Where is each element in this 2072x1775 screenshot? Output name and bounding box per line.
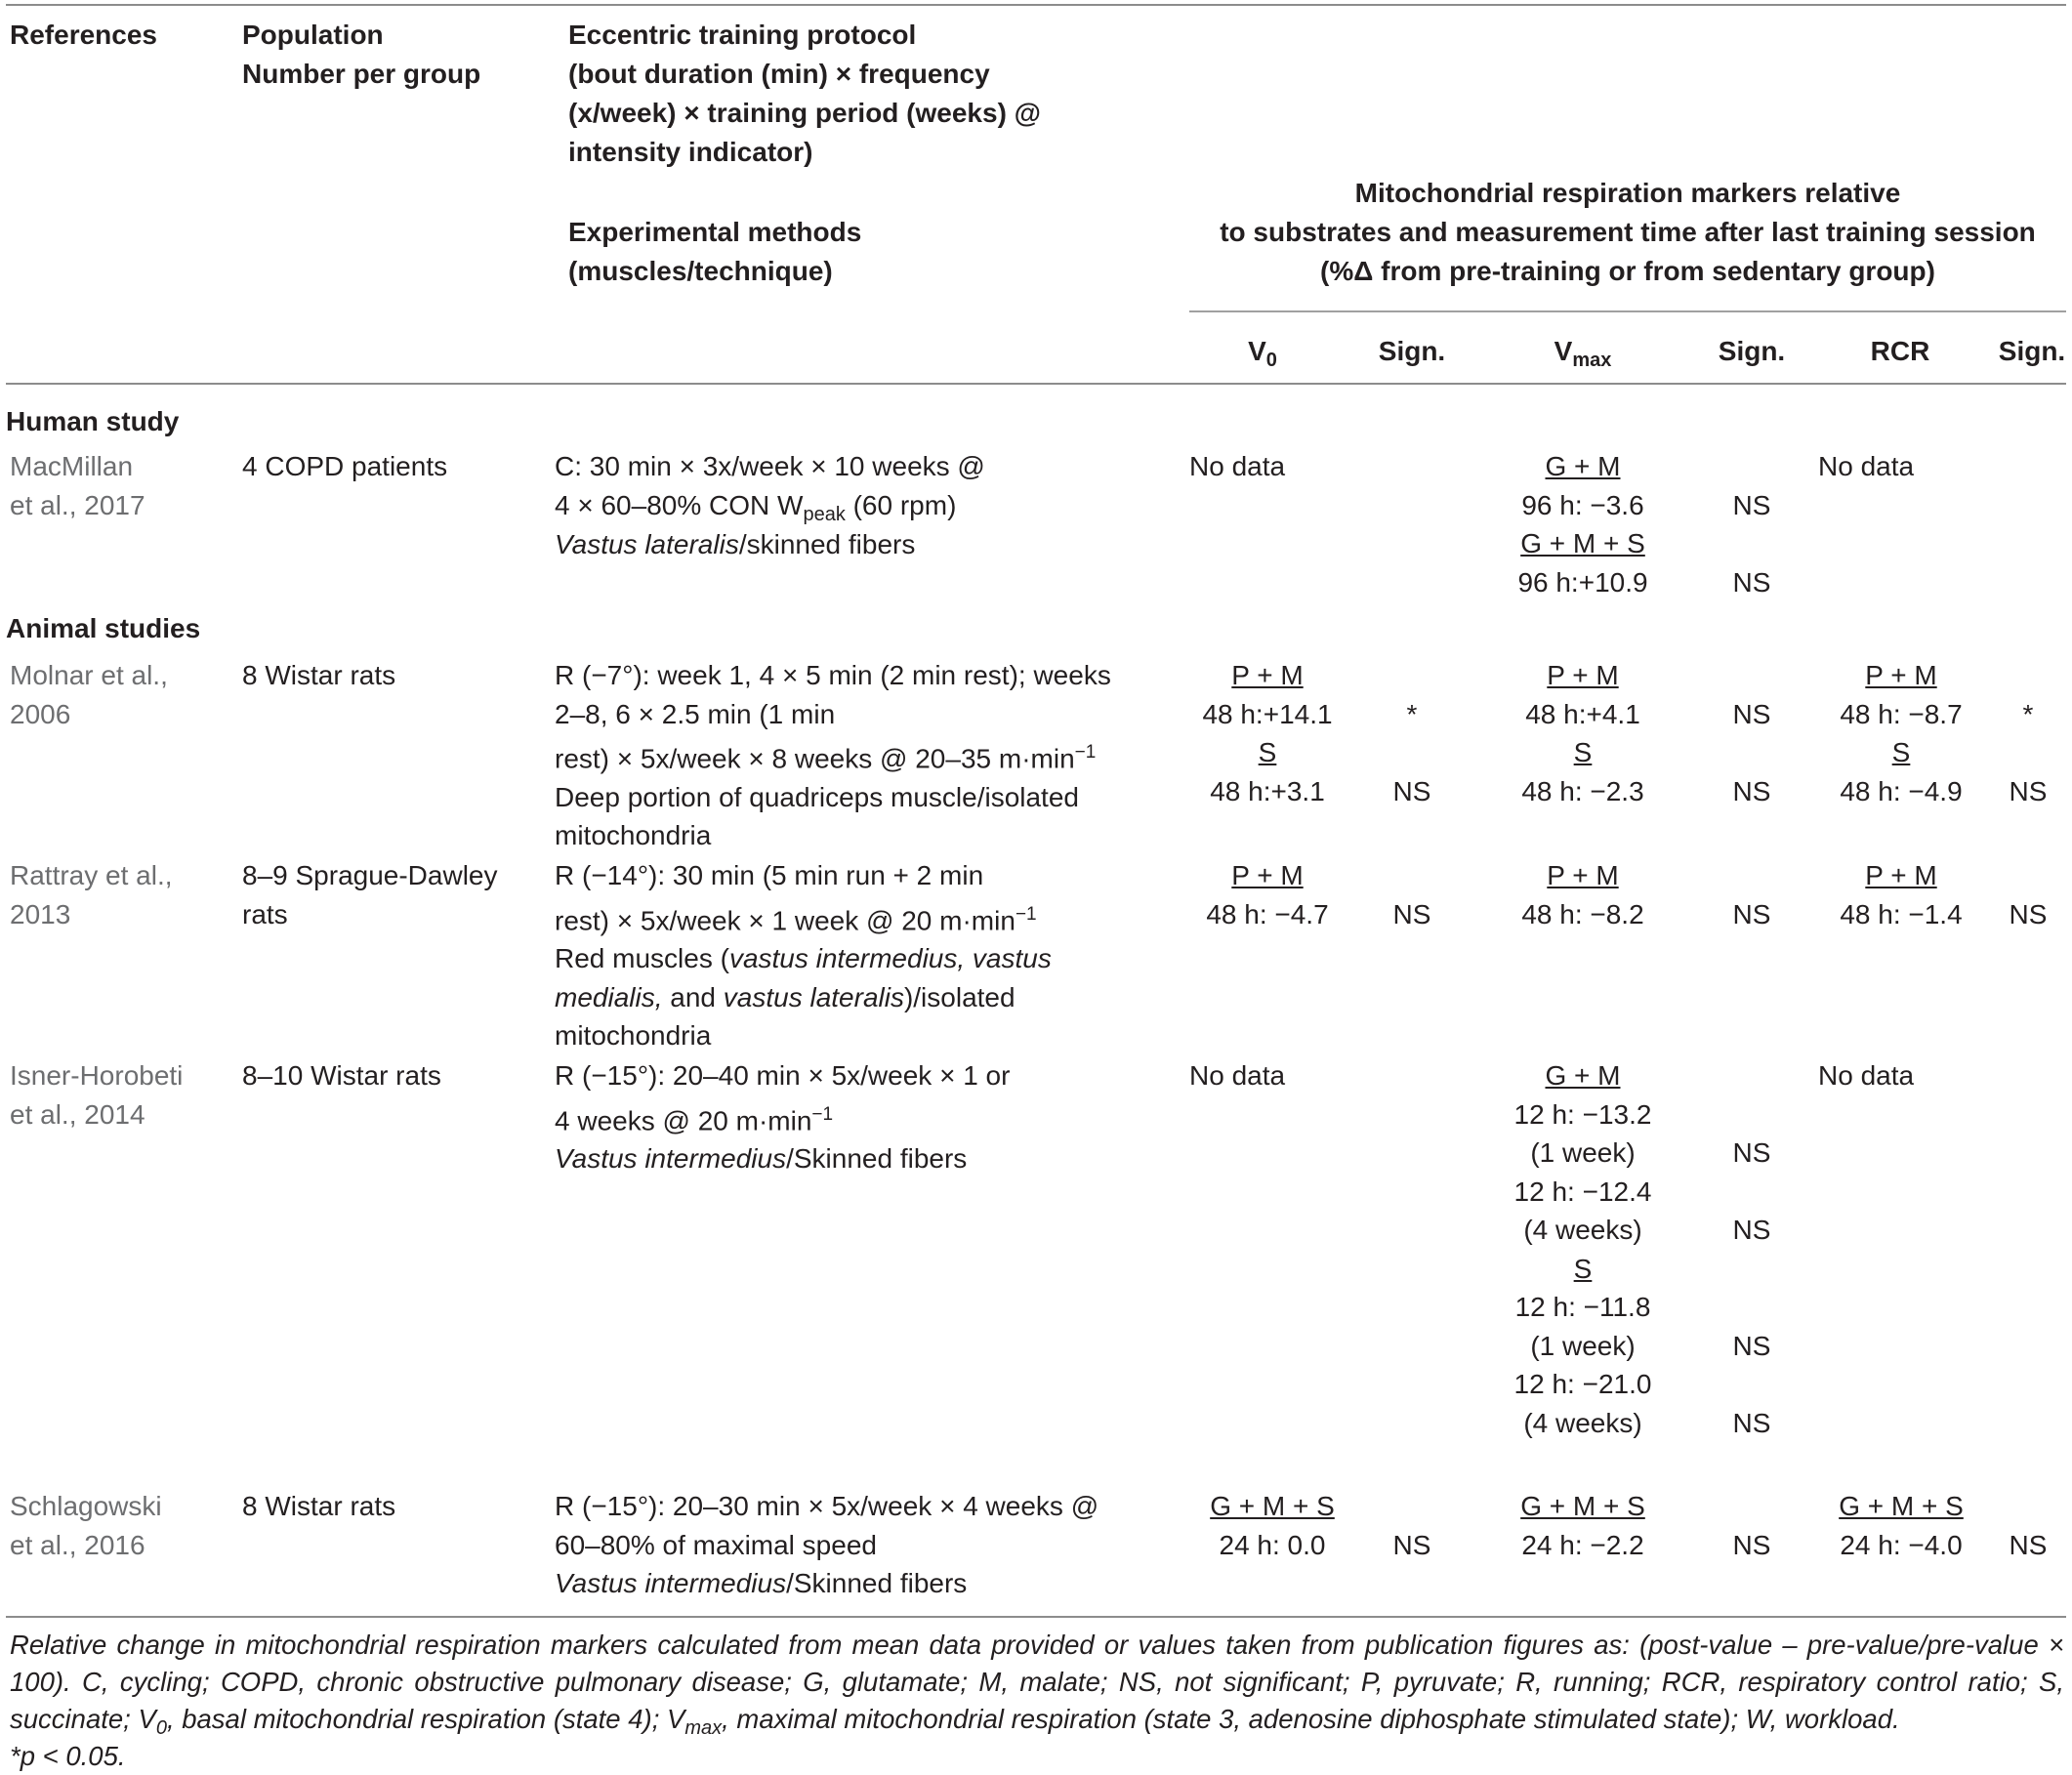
header-subrule — [1189, 310, 2066, 312]
row-vmax: P + M 48 h: −8.2 — [1521, 860, 1644, 929]
row-protocol: R (−15°): 20–30 min × 5x/week × 4 weeks @ 60–80% of maximal speed Vastus intermedius/Skinned fibers — [555, 1491, 1099, 1598]
row-vmax: G + M 96 h: −3.6 G + M + S 96 h:+10.9 — [1517, 451, 1648, 598]
row-reference: Rattray et al., 2013 — [10, 860, 173, 929]
header-sign-rcr: Sign. — [1998, 336, 2066, 366]
row-population: 8–9 Sprague-Dawley rats — [242, 860, 498, 929]
header-population: Population Number per group — [242, 20, 481, 89]
row-reference: Molnar et al., 2006 — [10, 660, 168, 729]
header-protocol: Eccentric training protocol (bout duration (min) × frequency (x/week) × training period (weeks) @ intensity indicator) — [568, 20, 1041, 167]
row-sign-rcr: NS — [2009, 1529, 2048, 1560]
row-protocol: R (−15°): 20–40 min × 5x/week × 1 or 4 weeks @ 20 $m\cdot\min^{-1}$ Vastus intermedius/Skinned fibers — [555, 1060, 1011, 1175]
row-v0: P + M 48 h: −4.7 — [1206, 860, 1329, 929]
row-sign-vmax: NS NS NS NS — [1732, 1137, 1771, 1438]
row-sign-vmax: NS — [1732, 898, 1771, 929]
row-protocol: R (−14°): 30 min (5 min run + 2 min rest) × 5x/week × 1 week @ 20 $m\cdot\min^{-1}$ Red muscles (vastus intermedius, vastus medialis, and vastus lateralis)/isolated mitochondria — [555, 860, 1052, 1052]
header-v0: $V_0$ — [1248, 336, 1277, 371]
row-v0: No data — [1189, 451, 1286, 481]
header-references: References — [10, 20, 157, 50]
row-sign-vmax: NS NS — [1732, 698, 1771, 806]
row-reference: Schlagowski et al., 2016 — [10, 1491, 162, 1560]
section-animal: Animal studies — [6, 613, 201, 643]
row-sign-rcr: * NS — [2009, 698, 2048, 806]
section-human: Human study — [6, 406, 180, 436]
table-bottom-rule — [6, 1616, 2066, 1618]
row-protocol: C: 30 min × 3x/week × 10 weeks @ 4 × 60–80% CON $W_{peak}$ (60 rpm) Vastus lateralis/skinned fibers — [555, 451, 985, 559]
row-sign-v0: * NS — [1392, 698, 1431, 806]
row-vmax: P + M 48 h:+4.1 S 48 h: −2.3 — [1521, 660, 1644, 806]
table-footnote: Relative change in mitochondrial respiration markers calculated from mean data provided or values taken from publication figures as: (post-value – pre-value/pre-value × 100). C, cycling; COPD, chronic obstructive pulmonary disease; G, glutamate; M, malate; NS, not significant; P, pyruvate; R, running; RCR, respiratory control ratio; S, succinate; $V_0$, basal mitochondrial respiration (state 4); $V_{max}$, maximal mitochondrial respiration (state 3, adenosine diphosphate stimulated state); W, workload. *p < 0.05. — [10, 1630, 2064, 1771]
table-top-rule — [6, 4, 2066, 6]
row-sign-v0: NS — [1392, 898, 1431, 929]
row-rcr: No data — [1818, 1060, 1915, 1091]
header-methods: Experimental methods (muscles/technique) — [568, 217, 862, 286]
row-rcr: P + M 48 h: −8.7 S 48 h: −4.9 — [1840, 660, 1963, 806]
row-v0: G + M + S 24 h: 0.0 — [1210, 1491, 1335, 1560]
row-rcr: G + M + S 24 h: −4.0 — [1839, 1491, 1964, 1560]
row-v0: No data — [1189, 1060, 1286, 1091]
header-rcr: RCR — [1870, 336, 1930, 366]
row-sign-vmax: NS NS — [1732, 489, 1771, 598]
header-sign-v0: Sign. — [1378, 336, 1446, 366]
header-bottom-rule — [6, 383, 2066, 385]
row-sign-vmax: NS — [1732, 1529, 1771, 1560]
row-vmax: G + M 12 h: −13.2 (1 week) 12 h: −12.4 (4 weeks) S 12 h: −11.8 (1 week) 12 h: −21.0 (4 weeks) — [1513, 1060, 1652, 1438]
row-reference: MacMillan et al., 2017 — [10, 451, 145, 520]
row-sign-v0: NS — [1392, 1529, 1431, 1560]
row-reference: Isner-Horobeti et al., 2014 — [10, 1060, 184, 1130]
row-population: 8–10 Wistar rats — [242, 1060, 441, 1091]
header-vmax: $V_{max}$ — [1554, 336, 1612, 371]
row-population: 4 COPD patients — [242, 451, 448, 481]
header-sign-vmax: Sign. — [1718, 336, 1786, 366]
row-rcr: No data — [1818, 451, 1915, 481]
row-protocol: R (−7°): week 1, 4 × 5 min (2 min rest); weeks 2–8, 6 × 2.5 min (1 min rest) × 5x/week × 8 weeks @ 20–35 $m\cdot\min^{-1}$ Deep portion of quadriceps muscle/isolated mitochondria — [555, 660, 1111, 851]
row-sign-rcr: NS — [2009, 898, 2048, 929]
row-vmax: G + M + S 24 h: −2.2 — [1520, 1491, 1645, 1560]
row-population: 8 Wistar rats — [242, 660, 396, 690]
row-population: 8 Wistar rats — [242, 1491, 396, 1521]
header-markers: Mitochondrial respiration markers relative to substrates and measurement time after last training session (%Δ from pre-training or from sedentary group) — [1220, 178, 2036, 286]
row-v0: P + M 48 h:+14.1 S 48 h:+3.1 — [1202, 660, 1333, 806]
row-rcr: P + M 48 h: −1.4 — [1840, 860, 1963, 929]
